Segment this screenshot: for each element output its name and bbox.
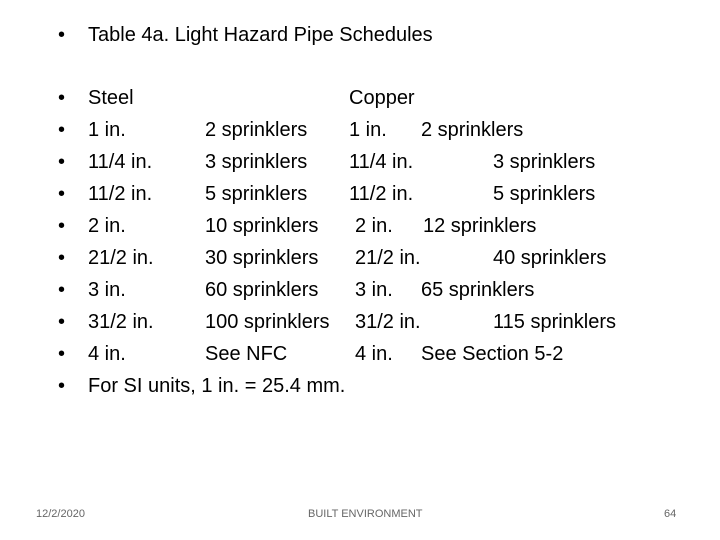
copper-count: 3 sprinklers bbox=[493, 151, 596, 173]
steel-count: 3 sprinklers bbox=[205, 151, 308, 173]
steel-count: 30 sprinklers bbox=[205, 247, 319, 269]
copper-size: 21/2 in. bbox=[355, 247, 421, 269]
bullet-glyph: • bbox=[58, 279, 66, 301]
copper-count: 65 sprinklers bbox=[421, 279, 535, 301]
steel-size: 3 in. bbox=[88, 279, 126, 301]
steel-count: 5 sprinklers bbox=[205, 183, 308, 205]
bullet-glyph: • bbox=[58, 151, 66, 173]
copper-count: 40 sprinklers bbox=[493, 247, 607, 269]
copper-count: 115 sprinklers bbox=[493, 311, 617, 333]
steel-count: See NFC bbox=[205, 343, 288, 365]
steel-count: 10 sprinklers bbox=[205, 215, 319, 237]
steel-count: 2 sprinklers bbox=[205, 119, 308, 141]
bullet-glyph: • bbox=[58, 87, 66, 109]
bullet-glyph: • bbox=[58, 183, 66, 205]
steel-size: 21/2 in. bbox=[88, 247, 154, 269]
bullet-glyph: • bbox=[58, 24, 66, 46]
copper-size: 4 in. bbox=[355, 343, 393, 365]
steel-size: 31/2 in. bbox=[88, 311, 154, 333]
copper-size: 1 in. bbox=[349, 119, 387, 141]
steel-size: 2 in. bbox=[88, 215, 126, 237]
copper-count: 12 sprinklers bbox=[423, 215, 537, 237]
bullet-glyph: • bbox=[58, 343, 66, 365]
steel-heading: Steel bbox=[88, 87, 134, 109]
copper-size: 11/4 in. bbox=[349, 151, 414, 173]
footer-date: 12/2/2020 bbox=[36, 508, 85, 520]
bullet-glyph: • bbox=[58, 375, 66, 397]
si-units-note: For SI units, 1 in. = 25.4 mm. bbox=[88, 375, 346, 397]
steel-size: 1 in. bbox=[88, 119, 126, 141]
page-number: 64 bbox=[664, 508, 677, 520]
steel-size: 4 in. bbox=[88, 343, 126, 365]
copper-size: 31/2 in. bbox=[355, 311, 421, 333]
copper-size: 2 in. bbox=[355, 215, 393, 237]
copper-count: 5 sprinklers bbox=[493, 183, 596, 205]
copper-size: 11/2 in. bbox=[349, 183, 414, 205]
copper-heading: Copper bbox=[349, 87, 415, 109]
bullet-glyph: • bbox=[58, 311, 66, 333]
bullet-glyph: • bbox=[58, 247, 66, 269]
steel-size: 11/4 in. bbox=[88, 151, 153, 173]
slide-title: Table 4a. Light Hazard Pipe Schedules bbox=[88, 24, 433, 46]
steel-count: 60 sprinklers bbox=[205, 279, 319, 301]
steel-size: 11/2 in. bbox=[88, 183, 153, 205]
bullet-glyph: • bbox=[58, 215, 66, 237]
bullet-glyph: • bbox=[58, 119, 66, 141]
copper-count: 2 sprinklers bbox=[421, 119, 524, 141]
copper-size: 3 in. bbox=[355, 279, 393, 301]
steel-count: 100 sprinklers bbox=[205, 311, 330, 333]
footer-title: BUILT ENVIRONMENT bbox=[308, 508, 423, 520]
copper-count: See Section 5-2 bbox=[421, 343, 564, 365]
